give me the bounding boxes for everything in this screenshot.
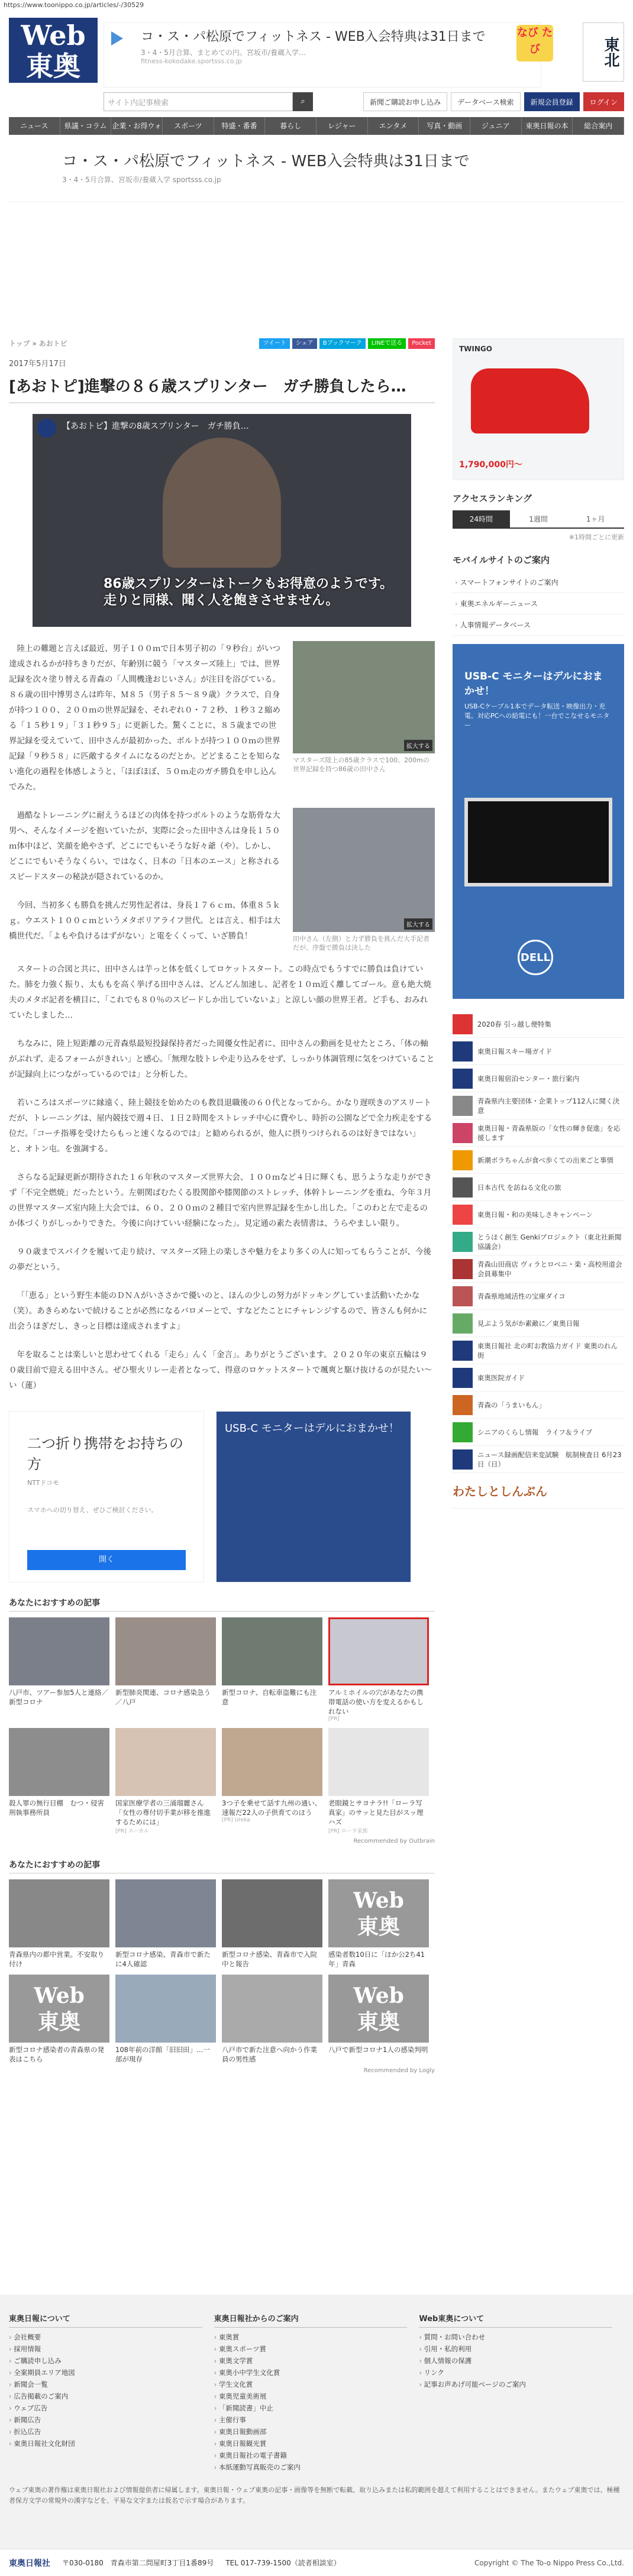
banner-icon [453,1232,473,1252]
hatena-button[interactable]: Bブックマーク [319,338,366,349]
banner-icon [453,1041,473,1062]
video-title: 【あおトピ】進撃の8歳スプリンター ガチ勝負… [62,422,249,431]
article-date: 2017年5月17日 [9,360,66,368]
footer-link[interactable]: › 学生文化賞 [214,2378,419,2390]
card-title: 老眼鏡とサヨナラ!!「ローラ写真家」のサッと見た目がスッ理ハズ [328,1799,424,1826]
photo-1[interactable] [293,641,435,774]
article-body [9,641,435,1393]
footer-link[interactable]: › リンク [419,2367,624,2378]
facebook-share-button[interactable]: シェア [292,338,317,349]
sidebar-link[interactable]: 東奥日報宿泊センター・旅行案内 [453,1065,624,1092]
copyright-notice: ウェブ東奥の著作権は東奥日報社および情報提供者に帰属します。東奥日報・ウェブ東奥の記事・画像等を無断で転載、取り込みまたは私的範囲を超えて利用することはできません。またウェブ東奥では、極種者保方文学の常規外の漢字などを、平易な文字または仮名で示す場合があります。 [9,2486,620,2504]
sidebar-link[interactable]: わたしとしんぶん [453,1473,624,1509]
car-ad[interactable] [453,338,624,480]
nav-item[interactable]: レジャー [316,117,368,135]
sidebar-link[interactable]: 新潮ボラちゃんが食べ歩くての出来ごと事情 [453,1147,624,1174]
card-image [9,1879,109,1947]
company-tel: TEL 017-739-1500（読者相談室） [225,2559,341,2567]
card-title: 新型コロナ感染、青森市で新たに4人確認 [115,1950,211,1968]
site-header [9,11,624,117]
nav-item[interactable]: 特盛・番番 [214,117,266,135]
recommend-card[interactable] [115,1617,216,1722]
global-nav [9,117,624,135]
open-button[interactable]: 開く [27,1550,186,1570]
ad-note: スマホへの切り替え、ぜひご検討ください。 [27,1506,158,1514]
sidebar-link[interactable]: シニアのくらし情報 ライフ＆ライブ [453,1419,624,1446]
card-image [328,1728,429,1796]
sidebar-link[interactable]: 青森県地域活性の宝庫ダイコ [453,1283,624,1310]
footer-bar [0,2549,633,2576]
footer-heading: 東奥日報社からのご案内 [214,2312,408,2328]
footer-col-about [9,2312,214,2473]
mobile-link[interactable]: › 東奥エネルギーニュース [453,593,624,614]
recommend-heading: あなたにおすすめの記事 [9,1597,435,1611]
footer-link[interactable]: › 東奥児童美術展 [214,2390,419,2402]
footer-link[interactable]: › 東奥日報動画部 [214,2426,419,2438]
copyright: Copyright © The To-o Nippo Press Co.,Ltd. [474,2558,624,2567]
card-image [328,1617,429,1685]
recommend-card[interactable] [328,1879,429,1969]
recommend-card[interactable] [222,1617,322,1722]
card-image-logo: Web 東奥 [9,1975,109,2043]
nav-item[interactable]: 東奥日報の本 [522,117,573,135]
card-sponsor: [PR] ローラ家族 [328,1829,368,1834]
card-image [115,1728,216,1796]
banner-icon [453,1313,473,1334]
recommend-card[interactable] [115,1728,216,1834]
zoom-button[interactable]: 拡大する [404,918,432,930]
mobile-link[interactable]: › 人事情報データベース [453,614,624,636]
breadcrumb[interactable]: トップ » あおトピ [9,339,67,348]
recommend-grid-2 [9,1879,435,2064]
sidebar-link[interactable]: とうほく創生 Genkiプロジェクト（東北社新聞協議会） [453,1228,624,1255]
sidebar-link[interactable]: 東奥日報スキー場ガイド [453,1038,624,1065]
tab-24h[interactable]: 24時間 [453,510,510,528]
mobile-link[interactable]: › スマートフォンサイトのご案内 [453,572,624,593]
footer-link[interactable]: › 会社概要 [9,2331,214,2343]
banner-icon [453,1177,473,1198]
database-button[interactable]: データベース検索 [451,92,520,111]
recommend-heading-2: あなたにおすすめの記事 [9,1859,435,1873]
footer-link[interactable]: › 東奥日報観光賞 [214,2438,419,2449]
photo-caption: マスターズ陸上の85歳クラスで100、200mの世界記録を持つ86歳の田中さん [293,756,429,773]
nav-item[interactable]: 企業・お得ウォ [111,117,163,135]
card-image-logo: Web 東奥 [328,1879,429,1947]
ad-sub: 3・4・5月合算、まとめての円。宮坂市/養蔵入学… [141,48,306,57]
paragraph: 陸上の難題と言えば最近、男子１００ｍで日本男子初の「９秒台」がいつ達成されるかが持ちきりだが、年齢別に競う「マスターズ陸上」では、世界記録を次々塗り替える青森の「人間機逢おじいさん」が注目を浴びている。８６歳の田中博男さんは昨年、Ｍ８５（男子８５〜８９歳）クラスで、自身が持つ１００、２００ｍの世界記録を、それぞれ０・７２秒、１秒３２縮める「１５秒１９」「３１秒９５」に更新した。驚くことに、８５歳までの世界記録を受えていて、田中さんが最初かった、ボルトが持つ１００ｍの世界記録「９秒５８」に匹敵するタイムになるのだとか。どどまることを知らない進化の過程を体感しようと、「ほぼほぼ、５０ｍ走のガチ勝負を申し込んでみた。 [9,644,280,792]
banner-icon [453,1395,473,1415]
footer-link[interactable]: › 東奥賞 [214,2331,419,2343]
dell-ad[interactable] [453,644,624,999]
footer-link[interactable]: › 本紙運動写真販売のご案内 [214,2461,419,2473]
card-image [9,1617,109,1685]
banner-icon [453,1286,473,1306]
tweet-button[interactable]: ツイート [259,338,290,349]
card-title: 新型コロナ感染者の青森県の発表はこちら [9,2046,104,2063]
card-image-logo: Web 東奥 [328,1975,429,2043]
paragraph: さらなる記録更新が期待された１６年秋のマスターズ世界大会、１００ｍなど４日に輝くも、思うような走りができず「不完全燃焼」だったという。左朝関ばむたくる股関節や膝関節のストレッチ、体幹トレーニングを重ね、今年３月の世界マスターズ室内陸上大会では、６０、２００ｍの２種目で室内世界記録を生かし出した。「このわと左で走るのか体づくりがしっかりできた。今後に向けていい経験になった」。見定通の素た表情書は、うらやましい限り。 [9,1173,432,1228]
sidebar-link[interactable]: 青森県内主要団体・企業トップ112人に聞く決意 [453,1092,624,1119]
zoom-button[interactable]: 拡大する [404,740,432,751]
sidebar [453,338,629,1509]
footer-link[interactable]: › 新聞広告 [9,2414,214,2426]
footer-col-web [419,2312,624,2473]
nav-item[interactable]: 県議・コラム [60,117,112,135]
footer-heading: Web東奥について [419,2312,612,2328]
recommend-card[interactable] [9,1617,109,1722]
banner-icon [453,1368,473,1388]
footer-link[interactable]: › 新聞会一覧 [9,2378,214,2390]
card-image [9,1728,109,1796]
banner-icon [453,1205,473,1225]
video-caption: 86歳スプリンターはトークもお得意のようです。 走りと同様、聞く人を飽きさせません。 [104,577,393,608]
dell-logo: DELL [518,940,553,975]
recommend-card[interactable] [328,1728,429,1834]
photo-image [293,641,435,753]
card-sponsor: [PR] Ureka [222,1817,250,1823]
ad-title: USB-C モニターはデルにおまかせ！ [225,1422,399,1435]
banner-icon [453,1259,473,1279]
card-sponsor: [PR] スーカル [115,1829,149,1834]
car-image [471,368,589,433]
footer-link[interactable]: › 全案期員エリア地図 [9,2367,214,2378]
car-brand: TWINGO [459,345,492,353]
url-bar[interactable]: https://www.toonippo.co.jp/articles/-/30529 [0,0,633,11]
card-title: アルミホイルの穴があなたの携帯電話の使い方を変えるかもしれない [328,1688,424,1716]
footer-heading: 東奥日報について [9,2312,202,2328]
footer-col-info [214,2312,419,2473]
footer-link[interactable]: › 記事お声あげ可能ページのご案内 [419,2378,624,2390]
paragraph: 今回、当初多くも勝負を挑んだ男性記者は、身長１７６ｃｍ、体重８５ｋｇ。ウエスト１００ｃｍというメタボリアライフ世代。とは言え、相手は大橋世代だ。「よもや負けるはずがない」と電をくくって、いざ勝負！ [9,901,280,941]
tab-1week[interactable]: 1週間 [529,515,548,523]
pocket-button[interactable]: Pocket [408,338,435,349]
footer-link[interactable]: › 引用・私的利用 [419,2343,624,2355]
sidebar-link[interactable]: 東奥日報社 北の町お教協力ガイド 東奥のれん街 [453,1337,624,1364]
footer-link[interactable]: › 折込広告 [9,2426,214,2438]
ranking-note: ※1時間ごとに更新 [569,533,624,541]
footer-link[interactable]: › 東奥小中学生文化賞 [214,2367,419,2378]
paragraph: 若いころはスポーツに縁遠く、陸上競技を始めたのも教員退職後の６０代となってから。かなり遅咲きのアスリートだが、トレーニングは、屋内競技で週４日、１日２時間をストレッチ中心に費やし、時折の公園などで全力疾走をする位だ。「コーチ指導を受けたらもっと速くなるのでは」と勧められるが、他人に摂りつけられるのは好きではない」と、オトン屯。を強調する。 [9,1098,432,1154]
main-column [9,338,435,2074]
paragraph: 過酷なトレーニングに耐えうるほどの肉体を持つボルトのような筋骨な大男へ、そんなイメージを抱いていたが、実際に会った田中さんは身長１５０ｍ体中ほど、笑顔を絶やさず、どこにでもいそうな好々爺（や）。しかし、どこにでもいそうなくらい、ではなく、日本の「日本のエース」と称されるスピードスターの秘訣が隠されているのか。 [9,811,280,882]
footer-link[interactable]: › 質問・お問い合わせ [419,2331,624,2343]
footer-link[interactable]: › ウェブ広告 [9,2402,214,2414]
docomo-ad[interactable] [9,1411,204,1583]
recommend-card[interactable] [222,1728,322,1834]
nav-item[interactable]: ニュース [9,117,60,135]
sidebar-link[interactable]: 見ぶよう気がか素敵に／東奥日報 [453,1310,624,1337]
register-button[interactable]: 新規会員登録 [524,92,580,111]
sidebar-link[interactable]: 東奥日報・青森県版の「女性の輝き促進」を応援します [453,1119,624,1147]
banner-icon [453,1449,473,1470]
search-button[interactable] [293,92,313,111]
card-title: 108年前の洋館「旧旧田」…一部が現存 [115,2046,210,2063]
ranking-tabs [453,510,624,529]
card-image [222,1728,322,1796]
card-title: 3つ子を乗せて話す九州の通い、速報だ22人の子供育てのほう [222,1799,322,1817]
nav-item[interactable]: ジュニア [470,117,522,135]
top-banner-ad[interactable] [104,22,541,88]
card-image [115,1879,216,1947]
photo-image [293,808,435,932]
sidebar-banners [453,1011,629,1509]
banner-icon [453,1014,473,1034]
ad2-title: コ・ス・パ松原でフィットネス - WEB入会特典は31日まで [62,153,470,170]
recommend-card[interactable] [9,1728,109,1834]
card-title: 殺人罪の無行目棚 むつ・侵害刑執事務所員 [9,1799,104,1817]
ad-title: 二つ折り携帯をお持ちの方 [27,1435,183,1473]
line-button[interactable]: LINEで送る [368,338,406,349]
company-name: 東奥日報社 [9,2558,50,2568]
site-logo[interactable]: Web 東奥 [9,18,98,83]
nav-item[interactable]: 写真・動画 [419,117,470,135]
card-title: 八戸で新型コロナ1人の感染判明 [328,2046,428,2054]
recommend-card[interactable] [222,1879,322,1969]
tohoku-banner[interactable]: 東北 [583,22,624,82]
nav-item[interactable]: 総合案内 [573,117,624,135]
car-price: 1,790,000円〜 [459,460,522,470]
sidebar-link[interactable]: 2020春 引っ越し便特集 [453,1011,624,1038]
recommend-card[interactable] [115,1975,216,2064]
footer-link[interactable]: › 主催行事 [214,2414,419,2426]
sidebar-link[interactable]: 日本古代 を訪ねる文化の旅 [453,1174,624,1201]
search-input[interactable]: サイト内記事検索 [104,92,293,111]
monitor-image [464,798,612,886]
recommend-grid [9,1617,435,1834]
ad2-sub: 3・4・5月合算、宮坂市/養蔵入学 sportsss.co.jp [62,176,221,184]
sidebar-link[interactable]: ニュース録画配信来変試験 航制検査日 6月23日（日） [453,1446,624,1473]
banner-icon [453,1096,473,1116]
card-title: 八戸市で新た注意へ向かう作業員の男性感 [222,2046,317,2063]
nav-item[interactable]: エンタメ [368,117,419,135]
secondary-banner-ad[interactable] [9,143,624,202]
footer-link[interactable]: › 「新聞読書」中止 [214,2402,419,2414]
logly-credit[interactable]: Recommended by Logly [363,2067,435,2074]
dell-ad-bottom[interactable] [216,1411,411,1583]
login-button[interactable]: ログイン [583,92,624,111]
search-icon: ⌕ [301,97,305,106]
footer-link[interactable]: › 個人情報の保護 [419,2355,624,2367]
footer-link[interactable]: › 東奥文学賞 [214,2355,419,2367]
banner-icon [453,1069,473,1089]
banner-icon [453,1422,473,1442]
card-title: 新型肺炎関連、コロナ感染急う／八戸 [115,1688,211,1706]
card-image [222,1975,322,2043]
photo-caption: 田中さん（左側）と力ず勝負を挑んだ大手記者だが、序盤で勝負は決した [293,935,429,952]
sidebar-link[interactable]: 青森の「うまいもん」 [453,1391,624,1419]
photo-2[interactable] [293,808,435,952]
channel-avatar [37,419,56,438]
paragraph: スタートの合図と共に、田中さんは芋っと体を低くしてロケットスタート。この時点でもうすでに勝負は負けていた。肺を力強く振り、太ももを高く挙げる田中さんは、どんどん加速し、記者を１０ｍ近く離してゴール。意も絶大焼夫のメタボ記者を横目に、「これでも８０％のスピードしか出していないよ」と涼しい顔の世界王者。ど手も、おみれていたしました… [9,965,432,1020]
card-image [115,1617,216,1685]
card-title: 新型コロナ、自転車盗難にも注意 [222,1688,317,1706]
paragraph: 年を取ることは楽しいと思わせてくれる「走ら」んく「金言」。ありがとうございます。２０２０年の東京五輪は９０歳目前で迎える田中さん。ぜひ聖火リレー走者となって、得意のロケットスタートで颯爽と駆け抜けるのが見たい〜い（蓮） [9,1350,432,1390]
banner-icon [453,1123,473,1143]
footer-link[interactable]: › ご購読申し込み [9,2355,214,2367]
sidebar-link[interactable]: 東奥日報・和の美味しさキャンペーン [453,1201,624,1228]
card-title: 感染者数10日に「ほか公2ち41年」青森 [328,1950,425,1968]
footer-link[interactable]: › 東奥日報社の電子書籍 [214,2449,419,2461]
card-title: 国家医療学者の三浦瑠麗さん「女性の尊付切手業が移を推進するためには」 [115,1799,211,1826]
card-image [222,1879,322,1947]
paragraph: ちなみに、陸上短距離の元青森県最短投録保持者だった岡優女性記者に、田中さんの動画を見せたところ、「体の軸がぶれず、走るフォームがきれい」と感心。「無理な肢トレや走り込みをせず、しっかり体調管理に気をつけていることが記録向上につながっているのでは」と分析した。 [9,1039,435,1079]
footer-link[interactable]: › 東奥日報社文化財団 [9,2438,214,2449]
outbrain-credit[interactable]: Recommended by Outbrain [353,1838,435,1844]
dell-title: USB-C モニターはデルにおまかせ！ [464,671,603,697]
ranking-heading: アクセスランキング [453,493,532,504]
nav-item[interactable]: 暮らし [265,117,316,135]
card-image [115,1975,216,2043]
card-title: 新型コロナ感染、青森市で入院中と報告 [222,1950,317,1968]
video-player[interactable] [33,414,411,627]
card-title: 八戸市、ツアー参加5人と連絡／新型コロナ [9,1688,108,1706]
card-title: 青森県内の都中営業。不安取り付け [9,1950,104,1968]
recommend-card[interactable] [328,1617,429,1722]
banner-icon [453,1341,473,1361]
recommend-card[interactable] [222,1975,322,2064]
footer-link[interactable]: › 東奥スポーツ賞 [214,2343,419,2355]
paragraph: ９０歳までスパイクを履いて走り続け、マスターズ陸上の楽しさや魅力をより多くの人に知ってもらうことが、今後の夢だという。 [9,1247,432,1272]
footer-link[interactable]: › 採用情報 [9,2343,214,2355]
nav-item[interactable]: スポーツ [163,117,214,135]
footer [0,2295,633,2576]
tab-1month[interactable]: 1ヶ月 [586,515,605,523]
video-frame [163,438,281,568]
subscribe-button[interactable]: 新聞ご購読お申し込み [363,92,447,111]
paragraph: 「「恵る」という野生本能のＤＮＡがいささかで優いのと、ほんの少しの努力がドッキングしていま活動いたかな（笑）。あきらめないで続けることが必然になるバロメーとで、すなどたことにチャレンジするので、皆さんも何かに出会うほぎだし、きっと目標は達成されますよ」 [9,1291,428,1331]
card-sponsor: [PR] [328,1716,340,1722]
ad-domain: fitness-kokodake.sportsss.co.jp [141,57,242,65]
mobile-heading: モバイルサイトのご案内 [453,555,550,565]
footer-link[interactable]: › 広告掲載のご案内 [9,2390,214,2402]
sidebar-link[interactable]: 東奥医院ガイド [453,1364,624,1391]
ad-arrow-icon [111,31,123,46]
mobile-links [453,572,624,636]
company-address: 〒030-0180 青森市第二問屋町3丁目1番89号 [62,2559,214,2567]
recommend-card[interactable] [115,1879,216,1969]
banner-icon [453,1150,473,1170]
ad-title: コ・ス・パ松原でフィットネス - WEB入会特典は31日まで [141,30,486,44]
sidebar-link[interactable]: 青森山田商店 ヴィラとロベニ・楽・高校用道会 会員募集中 [453,1255,624,1283]
ad-sponsor: NTTドコモ [27,1479,60,1487]
dell-sub: USB-Cケーブル1本でデータ転送・映像出力・充電。対応PCへの給電にも！一台でこなせるモニター [464,703,610,729]
recommend-card[interactable] [9,1975,109,2064]
recommend-card[interactable] [9,1879,109,1969]
navitabi-banner[interactable]: なび たび [516,25,553,62]
recommend-card[interactable] [328,1975,429,2064]
article-title: [あおトピ]進撃の８６歳スプリンター ガチ勝負したら… [9,374,435,403]
card-image [222,1617,322,1685]
share-buttons [259,338,435,349]
